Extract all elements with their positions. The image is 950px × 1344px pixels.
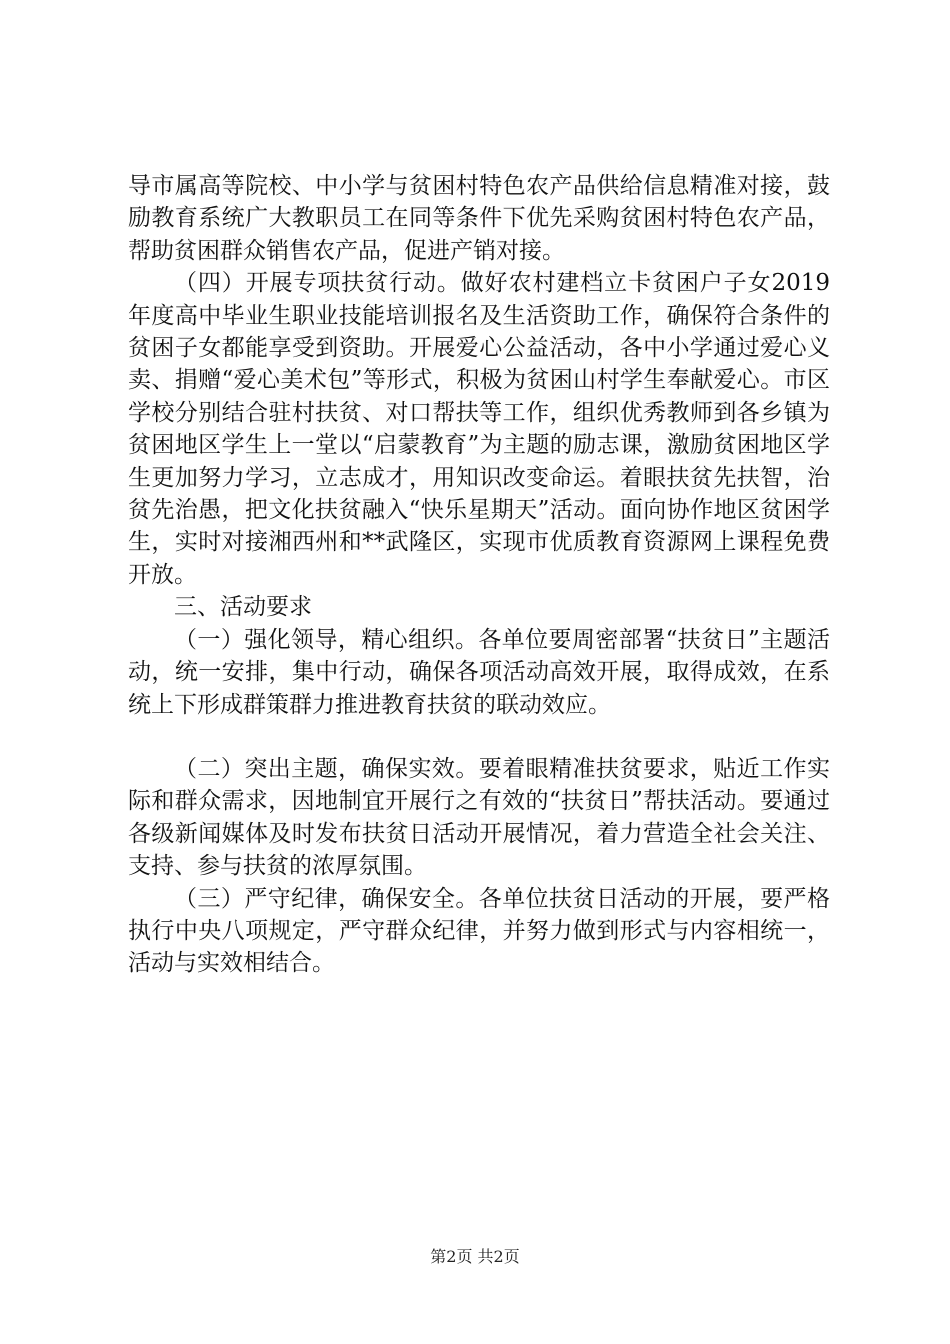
paragraph-discipline-safety: （三）严守纪律，确保安全。各单位扶贫日活动的开展，要严格执行中央八项规定，严守群众纪律，并努力做到形式与内容相统一，活动与实效相结合。: [128, 885, 830, 977]
paragraph-continuation: 导市属高等院校、中小学与贫困村特色农产品供给信息精准对接，鼓励教育系统广大教职员工在同等条件下优先采购贫困村特色农产品，帮助贫困群众销售农产品，促进产销对接。: [128, 173, 830, 264]
paragraph-leadership: （一）强化领导，精心组织。各单位要周密部署“扶贫日”主题活动，统一安排，集中行动，确保各项活动高效开展，取得成效，在系统上下形成群策群力推进教育扶贫的联动效应。: [128, 626, 830, 718]
paragraph-special-poverty-action: （四）开展专项扶贫行动。做好农村建档立卡贫困户子女2019年度高中毕业生职业技能培训报名及生活资助工作，确保符合条件的贫困子女都能享受到资助。开展爱心公益活动，各中小学通过爱心义卖、捐赠“爱心美术包”等形式，积极为贫困山村学生奉献爱心。市区学校分别结合驻村扶贫、对口帮扶等工作，组织优秀教师到各乡镇为贫困地区学生上一堂以“启蒙教育”为主题的励志课，激励贫困地区学生更加努力学习，立志成才，用知识改变命运。着眼扶贫先扶智，治贫先治愚，把文化扶贫融入“快乐星期天”活动。面向协作地区贫困学生，实时对接湘西州和**武隆区，实现市优质教育资源网上课程免费开放。: [128, 270, 830, 588]
document-body: [128, 170, 830, 980]
section-heading-requirements: 三、活动要求: [174, 594, 312, 621]
page-footer: 第2页 共2页: [430, 1247, 520, 1266]
paragraph-theme-effectiveness: （二）突出主题，确保实效。要着眼精准扶贫要求，贴近工作实际和群众需求，因地制宜开展行之有效的“扶贫日”帮扶活动。要通过各级新闻媒体及时发布扶贫日活动开展情况，着力营造全社会关注、支持、参与扶贫的浓厚氛围。: [128, 755, 830, 880]
